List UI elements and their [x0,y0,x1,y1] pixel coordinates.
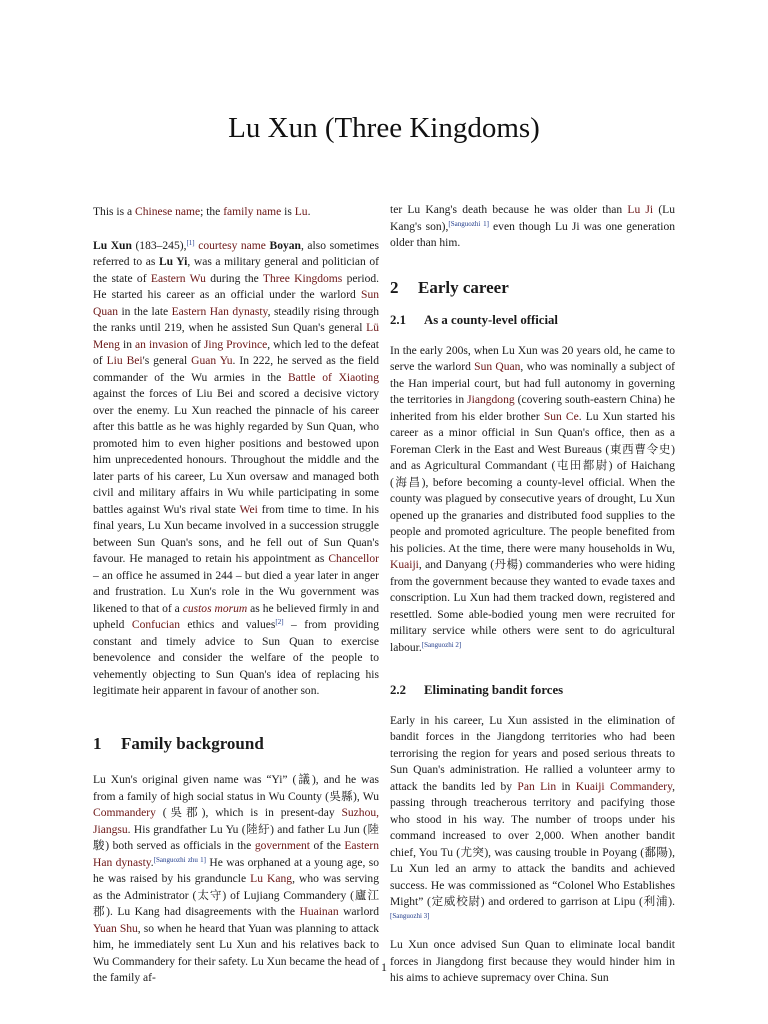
body-text: (吳郡), which is in present-day [155,807,342,819]
link-lu-kang[interactable]: Lu Kang [250,873,293,885]
bandit-forces-paragraph [390,713,675,928]
link-liu-bei[interactable]: Liu Bei [106,355,143,367]
link-courtesy-name[interactable]: courtesy name [198,239,266,252]
link-eastern-han-dynasty[interactable]: Eastern Han dynasty [93,840,379,869]
link-lu-ji[interactable]: Lu Ji [627,204,654,216]
citation-link[interactable]: [Sanguozhi 1] [448,219,490,228]
family-paragraph-continued [390,202,675,252]
link-sun-ce[interactable]: Sun Ce [543,410,579,423]
body-text: Lu Xun's original given name was “Yi” (議), and he was from a family of high social status in Wu County (吳縣), Wu [93,774,379,803]
intro-text: period. He started his career as an official under the warlord [93,272,379,301]
body-text: in [556,780,576,793]
link-three-kingdoms[interactable]: Three Kingdoms [262,272,343,285]
county-official-paragraph [390,343,675,657]
link-family-name[interactable]: family name [223,206,282,218]
subsection-heading-county-official [390,312,675,329]
hatnote-text: This is a [93,206,136,218]
link-chinese-name[interactable]: Chinese name [135,206,201,218]
body-text: He was orphaned at a young age, so he was raised by his granduncle [93,856,379,885]
link-wei[interactable]: Wei [239,503,258,516]
intro-text: against the forces of Liu Bei and scored a decisive victory over the enemy. Lu Xun reached the pinnacle of his career after this battle as he was highly regarded by Sun Quan, who promoted him to even higher positions and bestowed upon him unprecedented honours. Throughout the middle and the later parts of his career, Lu Xun oversaw and managed both civil and military affairs in Wu while participating in some battles against Wu's rival state [93,388,379,516]
hatnote-text: ; the [200,206,224,218]
link-pan-lin[interactable]: Pan Lin [517,780,557,793]
body-text: even though Lu Ji was one generation older than him. [390,220,676,249]
intro-paragraph [93,238,379,700]
body-text: , so when he heard that Yuan was planning to attack him, he immediately sent Lu Xun and his relatives back to Wu Commandery for their safety. Lu Xun became the head of the family af- [93,922,379,984]
intro-text: during the [205,272,263,285]
hatnote-text: is [281,206,295,218]
subsection-title: As a county-level official [424,313,558,327]
subsection-title: Eliminating bandit forces [424,683,564,697]
intro-text: – an office he assumed in 244 – but died a year later in anger and frustration. Lu Xun's role in the Wu government was likened to that of a [93,569,379,615]
body-text: In the early 200s, when Lu Xun was 20 years old, he came to serve the warlord [390,344,675,373]
intro-text: , was a military general and politician of the state of [93,256,379,285]
link-jiangdong[interactable]: Jiangdong [467,394,515,406]
link-kuaiji[interactable]: Kuaiji [390,559,419,571]
link-jing-province[interactable]: Jing Province [203,338,268,351]
link-suzhou-jiangsu[interactable]: Suzhou, Jiangsu [93,807,379,836]
intro-text: in the late [118,305,172,318]
link-commandery[interactable]: Commandery [93,807,156,819]
citation-link[interactable]: [Sanguozhi 3] [390,911,430,920]
intro-text: , which led to the defeat of [93,338,380,367]
section-heading-family-background [93,733,379,753]
page-number: 1 [381,960,387,974]
link-guan-yu[interactable]: Guan Yu [191,355,233,367]
subsection-number: 2.1 [390,313,406,327]
link-eastern-han-dynasty[interactable]: Eastern Han dynasty [171,305,268,318]
subsection-heading-bandit-forces [390,682,675,699]
link-government[interactable]: government [254,840,311,852]
body-text: of the [310,840,345,852]
section-title: Family background [121,733,264,753]
link-kuaiji-commandery[interactable]: Kuaiji Commandery [575,780,673,793]
family-paragraph [93,772,379,987]
hatnote [93,204,379,221]
body-text: . [150,856,154,869]
intro-text: as he believed firmly in and upheld [93,602,379,631]
body-text: , passing through treacherous territory and pacifying those who stood in his way. The number of troops under his command increased to over 2,000. When another bandit chief, You Tu (尤突), was causing trouble in Poyang (鄱陽), Lu Xun led an army to attack the bandits and achieved success. He was commissioned as “Colonel Who Establishes Might” (定威校尉) and ordered to garrison at Lipu (利浦). [390,780,675,908]
subject-name: Lu Xun [93,239,132,252]
citation-link[interactable]: [Sanguozhi zhu 1] [153,855,207,864]
body-text: , who was nominally a subject of the Han imperial court, but had full autonomy in governing the territories in [390,361,675,406]
intro-text: 's general [142,355,192,367]
body-text: . His grandfather Lu Yu (陸紆) and father Lu Jun (陸駿) both served as officials in the [93,823,379,852]
left-column [93,200,379,987]
subsection-number: 2.2 [390,683,406,697]
body-text: warlord [338,906,380,918]
intro-text: from time to time. In his final years, Lu Xun became involved in a succession struggle between Sun Quan's sons, and he fell out of Sun Quan's favour. He managed to retain his appointment as [93,503,380,565]
link-sun-quan[interactable]: Sun Quan [474,361,521,373]
citation-link[interactable]: [2] [275,618,284,626]
intro-text: ethics and values [179,619,276,631]
courtesy-name-value: Boyan [269,239,301,252]
intro-text: (183–245), [131,239,187,252]
intro-text: – from providing constant and timely advice to Sun Quan to exercise benevolence and consider the welfare of the people to vehemently objecting to Sun Quan's idea of replacing his legitimate heir apparent in favour of another son. [93,619,380,697]
body-text: , and Danyang (丹楊) commanderies who were hiding from the government because they wanted to evade taxes and conscription. Lu Xun had them tracked down, registered and resettled. Some able-bodied young men were recruited for military service while others were sent to do agricultural labour. [390,559,675,654]
intro-text: , also sometimes referred to as [93,239,379,268]
body-text: Early in his career, Lu Xun assisted in the elimination of bandit forces in the Jiangdong territories who had been terrorising the region for years and posed serious threats to Sun Quan's administration. He rallied a volunteer army to attack the bandits led by [390,714,675,793]
link-lu[interactable]: Lu [294,206,308,218]
section-number: 2 [390,277,399,297]
citation-link[interactable]: [Sanguozhi 2] [421,640,462,649]
body-text: , who was serving as the Administrator (太守) of Lujiang Commandery (廬江郡). Lu Kang had disagreements with the [93,873,379,918]
section-number: 1 [93,733,102,753]
alt-name: Lu Yi [158,256,188,268]
intro-text: , steadily rising through the ranks until 219, when he assisted Sun Quan's general [93,305,380,334]
bandit-forces-paragraph-2: Lu Xun once advised Sun Quan to eliminate local bandit forces in Jiangdong first because they would hinder him in his aims to achieve supremacy over China. Sun [390,939,675,984]
link-invasion[interactable]: an invasion [135,338,189,351]
page-title: Lu Xun (Three Kingdoms) [228,112,540,144]
body-text: . Lu Xun started his career as a minor official in Sun Quan's office, then as a Foreman Clerk in the East and West Bureaus (東西曹令史) and as Agricultural Commandant (屯田都尉) of Haichang (海昌), before becoming a county-level official. When the county was plagued by consecutive years of drought, Lu Xun opened up the granaries and distributed food supplies to the people and promoted agriculture. The people benefited from his policies. At the time, there were many households in Wu, [390,410,675,555]
intro-text: of [188,338,204,351]
section-title: Early career [418,277,509,297]
link-sun-quan[interactable]: Sun Quan [93,289,379,318]
link-chancellor[interactable]: Chancellor [328,553,379,565]
link-battle-of-xiaoting[interactable]: Battle of Xiaoting [287,371,379,384]
right-column [390,202,675,987]
link-huainan[interactable]: Huainan [299,906,339,918]
link-confucian[interactable]: Confucian [131,619,180,631]
link-custos-morum[interactable]: custos morum [182,602,248,615]
link-yuan-shu[interactable]: Yuan Shu [93,922,138,935]
body-text: ter Lu Kang's death because he was older than [390,204,628,216]
hatnote-text: . [307,206,311,218]
body-text: (Lu Kang's son), [390,204,675,233]
intro-text: . In 222, he served as the field commander of the Wu armies in the [93,355,379,384]
section-heading-early-career [390,277,675,297]
body-text: (covering south-eastern China) he inherited from his elder brother [390,394,675,423]
citation-link[interactable]: [1] [186,238,195,247]
intro-text: in [119,338,136,351]
link-eastern-wu[interactable]: Eastern Wu [150,272,206,285]
link-lu-meng[interactable]: Lü Meng [93,322,379,351]
